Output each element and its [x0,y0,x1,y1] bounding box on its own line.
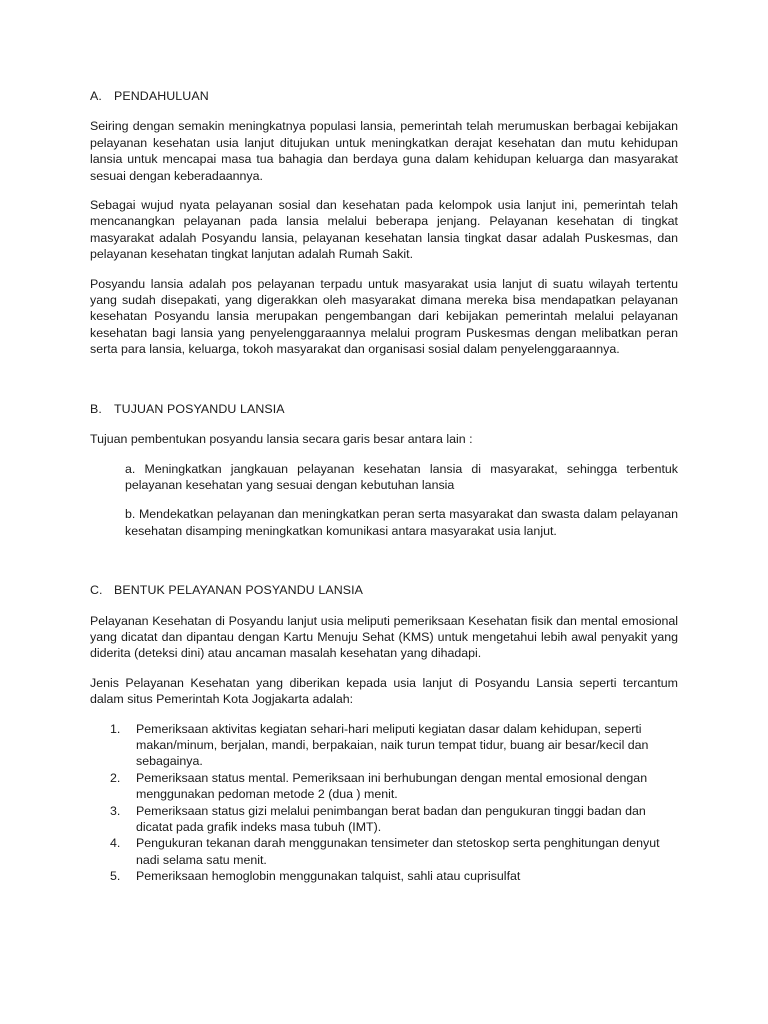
section-b-heading [90,401,678,417]
section-b-subitem-a: a. Meningkatkan jangkauan pelayanan kesehatan lansia di masyarakat, sehingga terbentuk pelayanan kesehatan yang sesuai dengan kebutuhan lansia [125,461,678,492]
section-c-paragraph-1: Pelayanan Kesehatan di Posyandu lanjut usia meliputi pemeriksaan Kesehatan fisik dan mental emosional yang dicatat dan dipantau dengan Kartu Menuju Sehat (KMS) untuk mengetahui lebih awal penyakit yang diderita (deteksi dini) atau ancaman masalah kesehatan yang dihadapi. [90,613,678,661]
section-a-paragraph-2: Sebagai wujud nyata pelayanan sosial dan kesehatan pada kelompok usia lanjut ini, pemerintah telah mencanangkan pelayanan pada lansia melalui beberapa jenjang. Pelayanan kesehatan di tingkat masyarakat adalah Posyandu lansia, pelayanan kesehatan lansia tingkat dasar adalah Puskesmas, dan pelayanan kesehatan tingkat lanjutan adalah Rumah Sakit. [90,198,678,262]
list-item-number: 3. [110,803,121,818]
section-b-subitem-b: b. Mendekatkan pelayanan dan meningkatkan peran serta masyarakat dan swasta dalam pelayanan kesehatan disamping meningkatkan komunikasi antara masyarakat usia lanjut. [125,507,678,538]
list-item-text: Pemeriksaan hemoglobin menggunakan talquist, sahli atau cuprisulfat [136,869,521,884]
list-item [90,868,678,884]
section-a-letter: A. [90,89,102,103]
list-item-number: 5. [110,869,121,884]
list-item [90,803,678,836]
section-a-paragraph-3: Posyandu lansia adalah pos pelayanan terpadu untuk masyarakat usia lanjut di suatu wilayah tertentu yang sudah disepakati, yang digerakkan oleh masyarakat dimana mereka bisa mendapatkan pelayanan kesehatan Posyandu lansia merupakan pengembangan dari kebijakan pemerintah melalui pelayanan kesehatan bagi lansia yang penyelenggaraannya melalui program Puskesmas dengan melibatkan peran serta para lansia, keluarga, tokoh masyarakat dan organisasi sosial dalam penyelenggaraannya. [90,276,678,357]
list-item-number: 4. [110,836,121,851]
list-item-text: Pemeriksaan status gizi melalui penimbangan berat badan dan pengukuran tinggi badan dan dicatat pada grafik indeks masa tubuh (IMT). [136,803,646,834]
section-c-title: BENTUK PELAYANAN POSYANDU LANSIA [114,583,364,598]
section-b-intro: Tujuan pembentukan posyandu lansia secara garis besar antara lain : [90,432,473,447]
list-item-number: 1. [110,721,121,736]
list-item [90,835,678,868]
section-a-heading [90,88,678,104]
list-item-text: Pengukuran tekanan darah menggunakan tensimeter dan stetoskop serta penghitungan denyut nadi selama satu menit. [136,836,660,867]
section-c-heading [90,582,678,598]
list-item [90,721,678,770]
section-b-title: TUJUAN POSYANDU LANSIA [114,401,285,416]
list-item [90,770,678,803]
service-list [90,721,678,885]
list-item-text: Pemeriksaan aktivitas kegiatan sehari-hari meliputi kegiatan dasar dalam kehidupan, seperti makan/minum, berjalan, mandi, berpakaian, naik turun tempat tidur, buang air besar/kecil dan sebagainya. [136,721,649,769]
list-item-text: Pemeriksaan status mental. Pemeriksaan ini berhubungan dengan mental emosional dengan menggunakan pedoman metode 2 (dua ) menit. [136,770,648,802]
section-c-paragraph-2: Jenis Pelayanan Kesehatan yang diberikan kepada usia lanjut di Posyandu Lansia seperti tercantum dalam situs Pemerintah Kota Jogjakarta adalah: [90,675,678,707]
list-item-number: 2. [110,770,121,785]
section-c-letter: C. [90,583,103,598]
document-content [90,88,678,885]
section-b-letter: B. [90,401,102,416]
section-a-paragraph-1: Seiring dengan semakin meningkatnya populasi lansia, pemerintah telah merumuskan berbagai kebijakan pelayanan kesehatan usia lanjut ditujukan untuk meningkatkan derajat kesehatan dan mutu kehidupan lansia untuk mencapai masa tua bahagia dan berdaya guna dalam kehidupan keluarga dan masyarakat sesuai dengan keberadaannya. [90,119,678,183]
section-a-title: PENDAHULUAN [114,89,209,103]
